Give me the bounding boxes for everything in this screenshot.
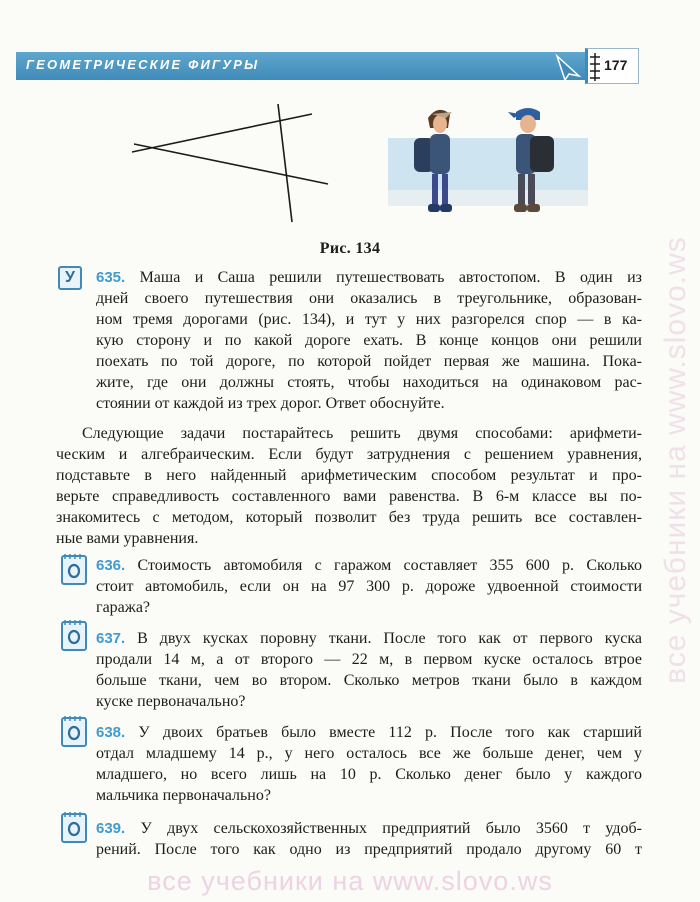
task-636-line-2: стоит автомобиль, если он на 97 300 р. дороже удвоенной стоимости [96, 578, 642, 595]
ladder-icon [589, 53, 601, 81]
notepad-icon [60, 552, 90, 586]
intro-line-5: знакомитесь с методом, который позволит без труда решить все составлен- [56, 509, 642, 526]
roads-triangle-figure [120, 100, 330, 230]
problem-635-line-6: жите, где они должны стоять, чтобы находиться на одинаковом рас- [96, 374, 642, 391]
intro-line-6: ные вами уравнения. [56, 530, 199, 547]
task-number: 638. [96, 724, 126, 741]
marker-u-icon: У [58, 266, 82, 290]
task-636-line-3: гаража? [96, 599, 151, 616]
road-line-1 [132, 114, 312, 152]
problem-635-line-7: стоянии от каждой из трех дорог. Ответ обоснуйте. [96, 395, 445, 412]
task-638-line-2: отдал младшему 14 р., у него осталось все же больше денег, чем у [96, 745, 642, 762]
task-639-line-1: 639. У двух сельскохозяйственных предприятий было 3560 т удоб- [96, 820, 643, 837]
task-636-line-1: 636. Стоимость автомобиля с гаражом составляет 355 600 р. Сколько [96, 557, 642, 574]
road-line-2 [134, 144, 328, 184]
side-watermark: все учебники на www.slovo.ws [659, 236, 692, 684]
page-number: 177 [604, 57, 628, 73]
task-639 [96, 818, 642, 860]
task-639-line-2: рений. После того как одно из предприятий продало другому 60 т [96, 841, 642, 858]
problem-number: 635. [96, 269, 126, 286]
problem-635-line-4: кую сторону и по какой дороге ехать. В конце концов они решили [96, 332, 642, 349]
problem-635-line-1: 635. Маша и Саша решили путешествовать автостопом. В один из [96, 269, 643, 286]
problem-635-line-5: поехать по той дороге, по которой пойдет первая же машина. Пока- [96, 353, 642, 370]
task-637 [96, 628, 642, 712]
task-637-line-1: 637. В двух кусках поровну ткани. После того как от первого куска [96, 630, 643, 647]
task-number: 639. [96, 820, 126, 837]
notepad-icon [60, 618, 90, 652]
task-637-line-2: продали 14 м, а от второго — 22 м, в первом куске осталось втрое [96, 651, 642, 668]
problem-635-line-3: ном тремя дорогами (рис. 134), и тут у них разгорелся спор — в ка- [96, 311, 642, 328]
intro-line-3: подставьте в него найденный арифметическим способом результат и про- [56, 467, 642, 484]
notepad-icon [60, 714, 90, 748]
cursor-arrow-icon [553, 50, 583, 82]
task-636 [96, 555, 642, 618]
problem-635 [96, 267, 642, 414]
road-line-3 [278, 104, 292, 222]
notepad-icon [60, 810, 90, 844]
problem-635-line-2: дней своего путешествия они оказались в треугольнике, образован- [96, 290, 642, 307]
task-number: 637. [96, 630, 126, 647]
task-638-line-4: мальчика первоначально? [96, 787, 271, 804]
task-637-line-4: куске первоначально? [96, 693, 246, 710]
task-number: 636. [96, 557, 126, 574]
intro-line-2: ческим и алгебраическим. Если будут затруднения с решением уравнения, [56, 446, 642, 463]
intro-line-4: верьте справедливость составленного вами равенства. В 6-м классе вы по- [56, 488, 642, 505]
figure-caption: Рис. 134 [319, 240, 381, 257]
task-638 [96, 722, 642, 806]
section-title: ГЕОМЕТРИЧЕСКИЕ ФИГУРЫ [26, 57, 260, 72]
bottom-watermark: все учебники на www.slovo.ws [147, 866, 553, 896]
task-637-line-3: больше ткани, чем во втором. Сколько метров ткани было в каждом [96, 672, 642, 689]
task-638-line-3: младшего, но всего лишь на 10 р. Сколько денег было у каждого [96, 766, 642, 783]
hikers-illustration [388, 100, 588, 228]
task-638-line-1: 638. У двоих братьев было вместе 112 р. После того как старший [96, 724, 642, 741]
intro-line-1: Следующие задачи постарайтесь решить двумя способами: арифмети- [82, 425, 642, 442]
intro-paragraph [56, 423, 642, 549]
